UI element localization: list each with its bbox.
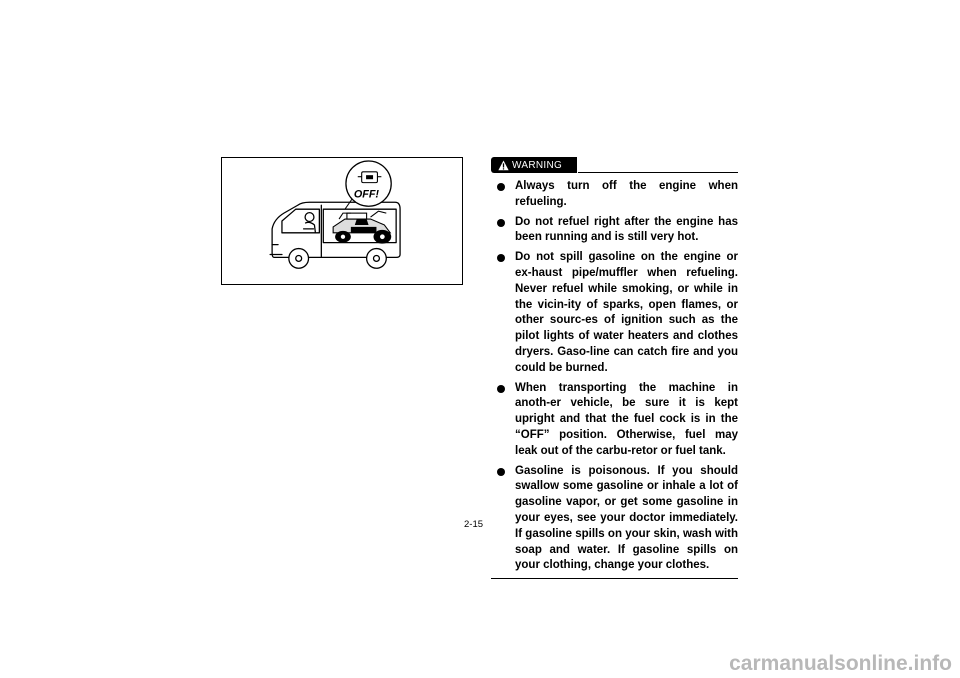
bullet-icon: [497, 183, 505, 191]
page-number: 2-15: [464, 519, 484, 530]
warning-triangle-icon: [498, 160, 509, 171]
warning-item: [491, 381, 738, 460]
bullet-icon: [497, 219, 505, 227]
transport-illustration: [221, 157, 463, 285]
warning-item: [491, 179, 738, 211]
van-with-atv-illustration: [222, 158, 462, 284]
warning-bottom-rule: [491, 578, 738, 579]
warning-item: [491, 464, 738, 575]
warning-item: [491, 250, 738, 376]
bullet-icon: [497, 468, 505, 476]
off-label: OFF!: [353, 188, 380, 201]
bullet-icon: [497, 385, 505, 393]
warning-item-text: When transporting the machine in anoth-er vehicle, be sure it is kept upright and that the fuel cock is in the “OFF” position. Otherwise, fuel may leak out of the carbu-retor or fuel tank.: [515, 381, 738, 457]
warning-item: [491, 215, 738, 247]
bullet-icon: [497, 254, 505, 262]
warning-block: [491, 157, 738, 579]
warning-header: [491, 157, 738, 173]
watermark-link[interactable]: carmanualsonline.info: [729, 652, 952, 675]
warning-list: [491, 179, 738, 574]
warning-title: WARNING: [512, 159, 563, 171]
warning-badge: [491, 157, 577, 173]
warning-top-rule: [578, 172, 738, 173]
warning-item-text: Do not refuel right after the engine has been running and is still very hot.: [515, 215, 738, 244]
warning-item-text: Gasoline is poisonous. If you should swallow some gasoline or inhale a lot of gasoline vapor, or get some gasoline in your eyes, see your doctor immediately. If gasoline spills on your skin, wash with soap and water. If gasoline spills on your clothing, change your clothes.: [515, 464, 738, 572]
warning-item-text: Do not spill gasoline on the engine or ex-haust pipe/muffler when refueling. Never refuel while smoking, or while in the vicin-ity of sparks, open flames, or other sourc-es of ignition such as the pilot lights of water heaters and clothes dryers. Gaso-line can catch fire and you could be burned.: [515, 251, 738, 374]
warning-item-text: Always turn off the engine when refueling.: [515, 180, 738, 208]
